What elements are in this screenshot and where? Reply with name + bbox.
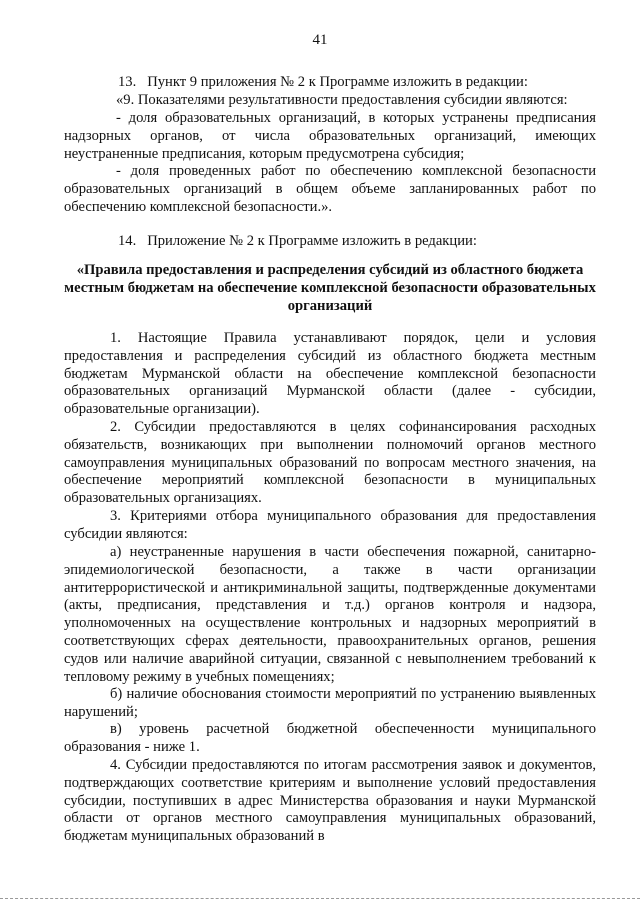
rule-1: 1. Настоящие Правила устанавливают порядок, цели и условия предоставления и распределения субсидий из областного бюджета местным бюджетам Мурманской области на обеспечение комплексной безопасности образовательных организаций Мурманской области (далее - субсидии, образовательные организации). xyxy=(64,330,596,418)
point-9-indicator-1: - доля образовательных организаций, в которых устранены предписания надзорных органов, от числа образовательных организаций, имеющих неустраненные предписания, которым предусмотрена субсидия; xyxy=(64,110,596,162)
point-9-intro: «9. Показателями результативности предоставления субсидии являются: xyxy=(116,92,568,108)
page-bottom-edge xyxy=(0,898,640,905)
rule-3-c: в) уровень расчетной бюджетной обеспеченности муниципального образования - ниже 1. xyxy=(64,721,596,755)
item-13: 13. Пункт 9 приложения № 2 к Программе изложить в редакции: xyxy=(118,74,528,90)
rules-title: «Правила предоставления и распределения субсидий из областного бюджета местным бюджетам на обеспечение комплексной безопасности образовательных организаций xyxy=(64,262,596,314)
rule-3: 3. Критериями отбора муниципального образования для предоставления субсидии являются: xyxy=(64,508,596,542)
rule-4: 4. Субсидии предоставляются по итогам рассмотрения заявок и документов, подтверждающих соответствие критериям и выполнение условий предоставления субсидии, поступивших в адрес Министерства образования и науки Мурманской области от органов местного самоуправления муниципальных образований, бюджетам муниципальных образований в xyxy=(64,757,596,845)
point-9-indicator-2: - доля проведенных работ по обеспечению комплексной безопасности образовательных организаций в общем объеме запланированных работ по обеспечению комплексной безопасности.». xyxy=(64,163,596,215)
page-number: 41 xyxy=(312,32,328,48)
item-14: 14. Приложение № 2 к Программе изложить в редакции: xyxy=(118,233,477,249)
rule-2: 2. Субсидии предоставляются в целях софинансирования расходных обязательств, возникающих при выполнении полномочий органов местного самоуправления муниципальных образований по вопросам местного значения, на обеспечение мероприятий комплексной безопасности в муниципальных образовательных организациях. xyxy=(64,419,596,507)
rule-3-b: б) наличие обоснования стоимости мероприятий по устранению выявленных нарушений; xyxy=(64,686,596,720)
rule-3-a: а) неустраненные нарушения в части обеспечения пожарной, санитарно-эпидемиологической безопасности, а также в части организации антитеррористической и антикриминальной защиты, подтвержденные документами (акты, предписания, представления и т.д.) органов контроля и надзора, уполномоченных на осуществление контрольных и надзорных мероприятий в соответствующих сферах деятельности, правоохранительных органов, решения судов или наличие аварийной ситуации, связанной с невыполнением требований к тепловому режиму в учебных помещениях; xyxy=(64,544,596,685)
